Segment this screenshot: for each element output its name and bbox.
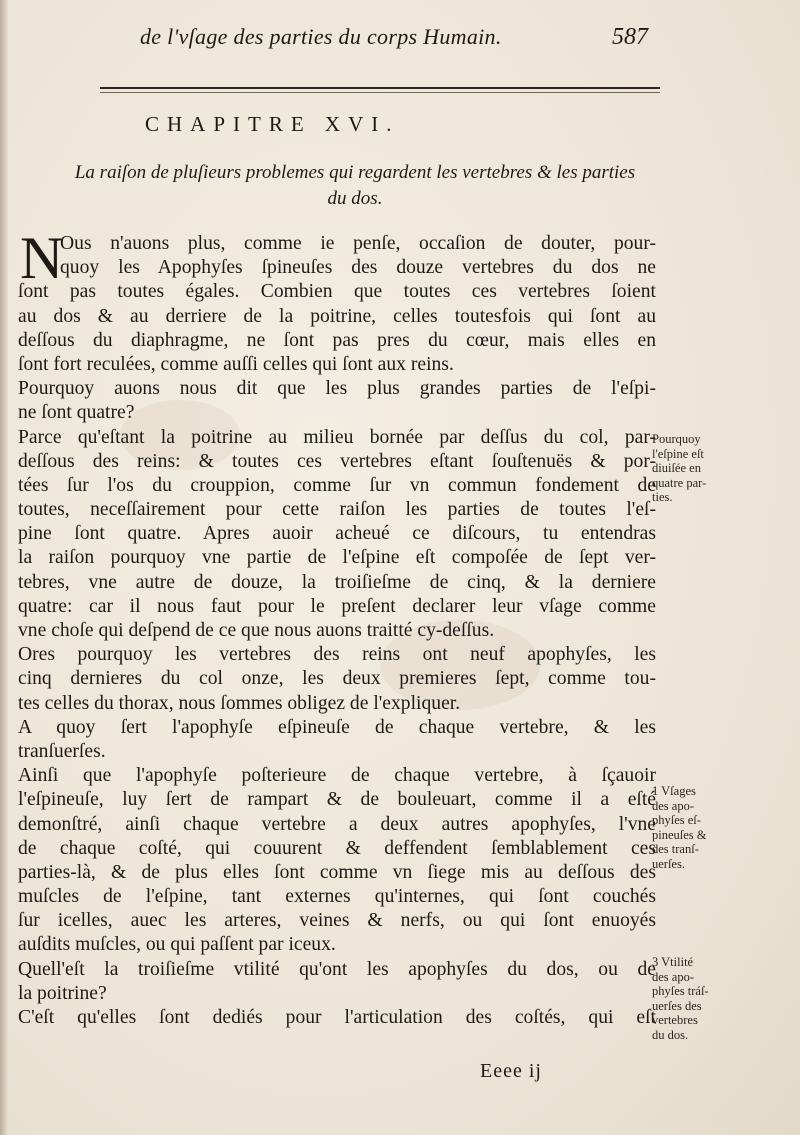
margin-note-line: des tranſ- [652,842,699,856]
margin-note-line: uerſes. [652,856,685,871]
text-line: A quoy ſert l'apophyſe eſpineuſe de chaque vertebre, & les [18,716,656,738]
margin-note-uses [652,784,792,871]
chapter-subtitle [40,160,670,212]
subtitle-line: du dos. [327,188,383,209]
text-line: de chaque coſté, qui couurent & deffendent ſemblablement ces [18,837,656,859]
text-line: parties-là, & de plus elles ſont comme vn ſiege mis au deſſous des [18,861,656,883]
text-line: auſdits muſcles, ou qui paſſent par iceux. [18,934,336,956]
text-line: Quell'eſt la troiſieſme vtilité qu'ont les apophyſes du dos, ou de [18,958,656,980]
text-line: muſcles de l'eſpine, tant externes qu'internes, qui ſont couchés [18,886,656,908]
catchword: Eeee ij [480,1060,542,1082]
text-line: tes celles du thorax, nous ſommes obligez de l'expliquer. [18,692,461,714]
text-line: l'eſpineuſe, luy ſert de rampart & de bouleuart, comme il a eſté [18,789,656,811]
text-line: Pourquoy auons nous dit que les plus grandes parties de l'eſpi- [18,378,656,400]
page-gutter-shadow [0,0,8,1135]
margin-note-line: 1 Vſages [652,784,696,798]
header-rule-thin [100,92,660,93]
margin-note-line: quatre par- [652,475,707,490]
margin-note-line: phyſes tráſ- [652,984,709,998]
chapter-title: CHAPITRE XVI. [145,112,400,136]
text-line: tranſuerſes. [18,740,106,762]
margin-note-line: ties. [652,490,673,504]
text-line: quoy les Apophyſes ſpineuſes des douze vertebres du dos ne [60,257,656,279]
margin-note-line: 3 Vtilité [652,955,694,969]
running-head: de l'vſage des parties du corps Humain. [140,24,502,49]
text-line: cinq dernieres du col onze, les deux premieres ſept, comme tou- [18,668,656,690]
margin-note-line: diuiſée en [652,461,701,475]
text-line: quatre: car il nous faut pour le preſent declarer leur vſage comme [18,595,656,617]
margin-note-line: l'eſpine eſt [652,446,704,461]
text-line: Ainſi que l'apophyſe poſterieure de chaque vertebre, à ſçauoir [18,765,656,787]
text-line: pine ſont quatre. Apres auoir acheué ce diſcours, tu entendras [18,523,656,545]
text-line: Ores pourquoy les vertebres des reins ont neuf apophyſes, les [18,644,656,666]
margin-note-line: du dos. [652,1027,689,1042]
text-line: ſur icelles, auec les arteres, veines & nerfs, ou qui ſont enuoyés [18,910,656,932]
page-number: 587 [612,24,648,50]
text-line: tées ſur l'os du crouppion, comme ſur vn commun fondement de [18,474,656,496]
text-line: la poitrine? [18,982,107,1004]
body-text [18,225,656,1030]
margin-note-line: Pourquoy [652,432,701,446]
text-line: deſſous du diaphragme, ne ſont pas pres du cœur, mais elles en [18,329,656,351]
text-line: toutes, neceſſairement pour cette raiſon les parties de toutes l'eſ- [18,499,656,521]
text-line: Parce qu'eſtant la poitrine au milieu bornée par deſſus du col, par- [18,426,656,448]
text-line: vne choſe qui deſpend de ce que nous auons traitté cy-deſſus. [18,620,495,641]
margin-note-line: uerſes des [652,998,702,1013]
text-line: tebres, vne autre de douze, la troiſieſme de cinq, & la derniere [18,571,656,593]
text-line: ſont fort reculées, comme auſſi celles qui ſont aux reins. [18,353,454,375]
subtitle-line: La raiſon de pluſieurs problemes qui regardent les vertebres & les parties [74,162,636,183]
margin-note-quarters [652,432,792,505]
margin-note-line: vertebres [652,1013,698,1027]
text-line: C'eſt qu'elles ſont dediés pour l'articulation des coſtés, qui eſt [18,1007,656,1028]
text-line: demonſtré, ainſi chaque vertebre a deux autres apophyſes, l'vne [18,813,656,835]
header-rule [100,87,660,89]
margin-note-line: pineuſes & [652,827,707,842]
text-line: ſont pas toutes égales. Combien que toutes ces vertebres ſoient [18,281,656,303]
drop-capital: N [20,225,64,291]
margin-note-line: des apo- [652,798,694,813]
margin-note-line: phyſes eſ- [652,813,701,827]
text-line: deſſous des reins: & toutes ces vertebres eſtant ſouſtenuës & por- [18,450,656,472]
margin-note-line: des apo- [652,969,694,984]
text-line: ne ſont quatre? [18,402,135,424]
text-line: Ous n'auons plus, comme ie penſe, occaſion de douter, pour- [60,233,656,254]
margin-note-utility [652,955,792,1042]
text-line: la raiſon pourquoy vne partie de l'eſpine eſt compoſée de ſept ver- [18,547,656,569]
text-line: au dos & au derriere de la poitrine, celles toutesfois qui ſont au [18,305,656,327]
